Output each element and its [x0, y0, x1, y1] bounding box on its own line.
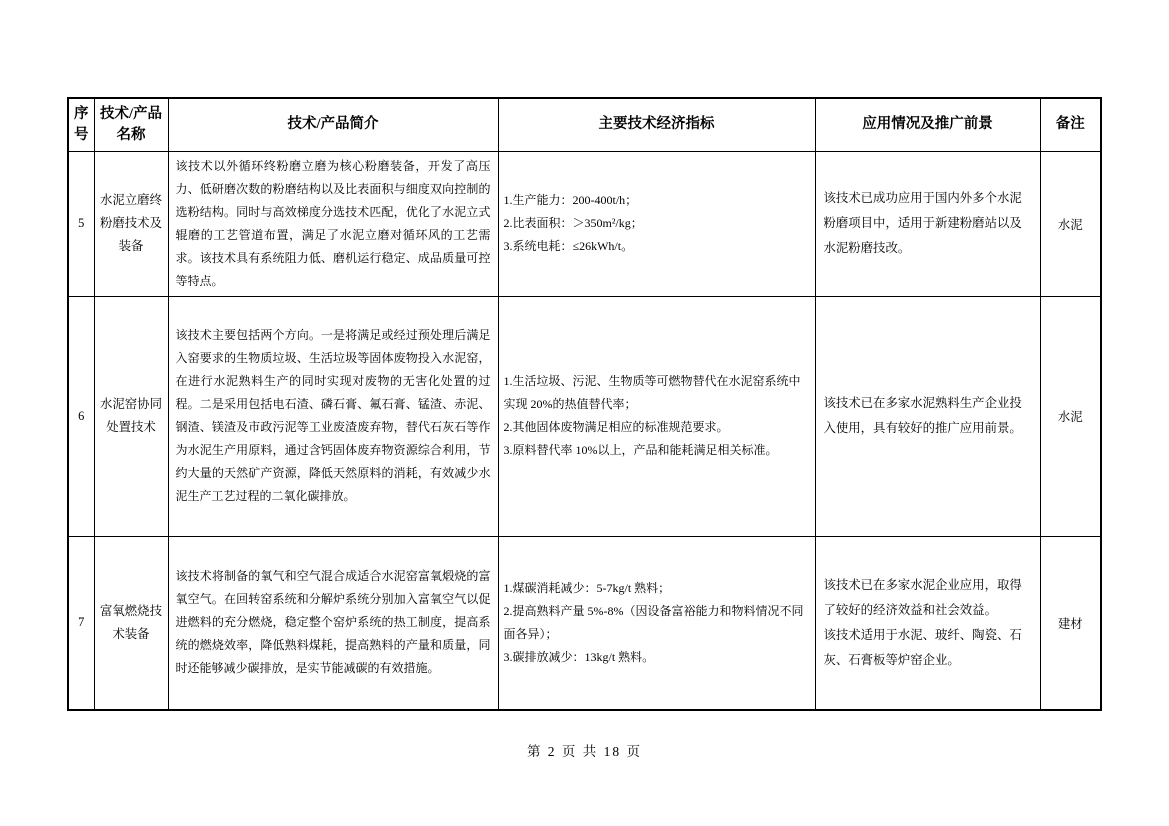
tech-application: 该技术已在多家水泥熟料生产企业投入使用，具有较好的推广应用前景。 [815, 296, 1040, 536]
tech-indicators: 1.煤碳消耗减少：5-7kg/t 熟料； 2.提高熟料产量 5%-8%（因设备富裕能力和物料情况不同面各异）； 3.碳排放减少：13kg/t 熟料。 [498, 536, 815, 710]
header-remark: 备注 [1040, 98, 1101, 151]
row-number: 6 [68, 296, 94, 536]
tech-name: 富氧燃烧技术装备 [94, 536, 168, 710]
technology-table [67, 97, 1102, 711]
table-row-7 [68, 536, 1101, 710]
tech-remark: 水泥 [1040, 151, 1101, 296]
page-number-footer: 第 2 页 共 18 页 [526, 744, 643, 759]
tech-intro: 该技术主要包括两个方向。一是将满足或经过预处理后满足入窑要求的生物质垃圾、生活垃圾等固体废物投入水泥窑，在进行水泥熟料生产的同时实现对废物的无害化处置的过程。二是采用包括电石渣、磷石膏、氟石膏、锰渣、赤泥、钢渣、镁渣及市政污泥等工业废渣废弃物，替代石灰石等作为水泥生产用原料，通过含钙固体废弃物资源综合利用，节约大量的天然矿产资源，降低天然原料的消耗，有效减少水泥生产工艺过程的二氧化碳排放。 [168, 296, 498, 536]
tech-name: 水泥窑协同处置技术 [94, 296, 168, 536]
tech-intro: 该技术以外循环终粉磨立磨为核心粉磨装备，开发了高压力、低研磨次数的粉磨结构以及比表面积与细度双向控制的选粉结构。同时与高效梯度分选技术匹配，优化了水泥立式辊磨的工艺管道布置，满足了水泥立磨对循环风的工艺需求。该技术具有系统阻力低、磨机运行稳定、成品质量可控等特点。 [168, 151, 498, 296]
table-row-5 [68, 151, 1101, 296]
tech-remark: 水泥 [1040, 296, 1101, 536]
header-indicators: 主要技术经济指标 [498, 98, 815, 151]
table-header-row [68, 98, 1101, 151]
header-tech-name: 技术/产品名称 [94, 98, 168, 151]
tech-name: 水泥立磨终粉磨技术及装备 [94, 151, 168, 296]
table-row-6 [68, 296, 1101, 536]
header-seq-no: 序号 [68, 98, 94, 151]
tech-intro: 该技术将制备的氧气和空气混合成适合水泥窑富氧煅烧的富氧空气。在回转窑系统和分解炉系统分别加入富氧空气以促进燃料的充分燃烧，稳定整个窑炉系统的热工制度，提高系统的燃烧效率，降低熟料煤耗，提高熟料的产量和质量，同时还能够减少碳排放，是实节能减碳的有效措施。 [168, 536, 498, 710]
tech-indicators: 1.生产能力：200-400t/h； 2.比表面积：＞350m²/kg； 3.系统电耗：≤26kWh/t。 [498, 151, 815, 296]
tech-indicators: 1.生活垃圾、污泥、生物质等可燃物替代在水泥窑系统中实现 20%的热值替代率； 2.其他固体废物满足相应的标准规范要求。 3.原料替代率 10%以上，产品和能耗满足相关标准。 [498, 296, 815, 536]
row-number: 5 [68, 151, 94, 296]
header-application: 应用情况及推广前景 [815, 98, 1040, 151]
tech-remark: 建材 [1040, 536, 1101, 710]
tech-application: 该技术已在多家水泥企业应用，取得了较好的经济效益和社会效益。 该技术适用于水泥、玻纤、陶瓷、石灰、石膏板等炉窑企业。 [815, 536, 1040, 710]
tech-application: 该技术已成功应用于国内外多个水泥粉磨项目中，适用于新建粉磨站以及水泥粉磨技改。 [815, 151, 1040, 296]
row-number: 7 [68, 536, 94, 710]
header-tech-intro: 技术/产品简介 [168, 98, 498, 151]
